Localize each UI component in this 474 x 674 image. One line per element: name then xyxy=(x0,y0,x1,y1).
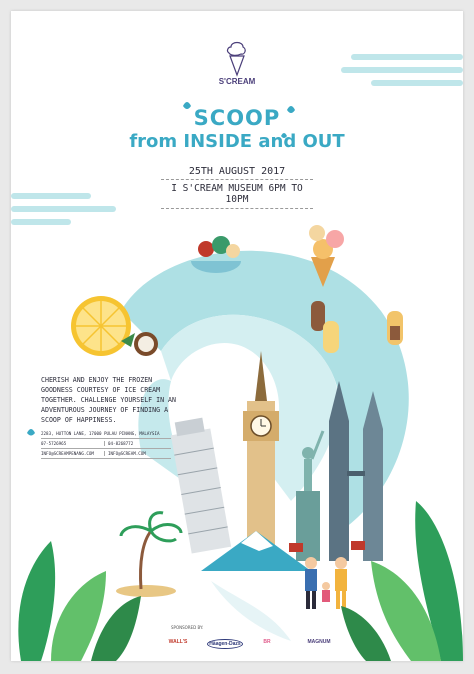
sponsor-walls: WALL'S xyxy=(168,639,188,645)
sponsor-magnum: MAGNUM xyxy=(307,639,331,645)
contact-phone-row xyxy=(41,439,171,449)
brand-name: S'CREAM xyxy=(218,77,256,86)
event-date: 25TH AUGUST 2017 xyxy=(188,166,286,177)
contact-phone-2: 04-8268772 xyxy=(104,441,171,446)
headline-scoop: SCOOP xyxy=(193,106,281,130)
contact-email-row xyxy=(41,449,171,459)
contact-web[interactable]: INFO@SCREAM.COM xyxy=(104,451,171,456)
cloud-top-right xyxy=(341,49,463,94)
sponsor-haagen-dazs: Häagen-Dazs xyxy=(207,639,243,649)
contact-address-row xyxy=(41,429,171,439)
sponsor-baskin-robbins: BR xyxy=(263,639,271,645)
event-poster xyxy=(11,11,463,661)
event-venue-time: I S'CREAM MUSEUM 6PM TO 10PM xyxy=(161,179,313,209)
small-drop-icon xyxy=(25,425,37,437)
ice-cream-logo-icon xyxy=(225,41,249,77)
contact-email[interactable]: INFO@SCREAMPENANG.COM xyxy=(41,451,94,456)
sponsors-label: SPONSORED BY: xyxy=(171,625,204,630)
headline-subtitle: from INSIDE and OUT xyxy=(129,131,345,152)
event-description: CHERISH AND ENJOY THE FROZEN GOODNESS COURTESY OF ICE CREAM TOGETHER. CHALLENGE YOURSELF IN AN ADVENTUROUS JOURNEY OF FINDING A SCOOP OF HAPPINESS. xyxy=(41,376,176,424)
contact-address: 2283, HUTTON LANE, 17000 PULAU PINANG, MALAYSIA xyxy=(41,431,160,436)
contact-phone-1: 07-5726965 xyxy=(41,441,67,446)
contact-block xyxy=(41,429,171,459)
